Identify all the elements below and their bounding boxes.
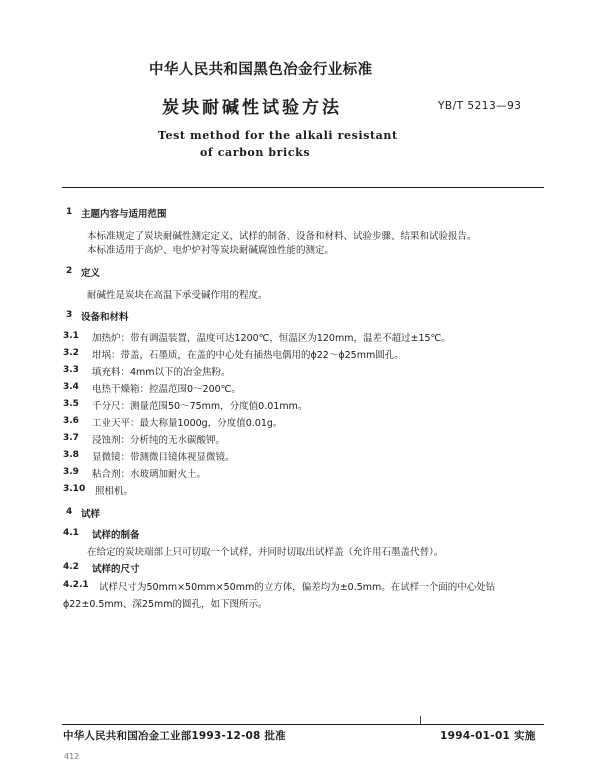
section-3-title: 设备和材料 bbox=[81, 312, 129, 323]
item-text: 浸蚀剂：分析纯的无水碳酸钾。 bbox=[92, 435, 226, 446]
section-4-number: 4 bbox=[66, 507, 73, 517]
section-1-paragraph-2: 本标准适用于高炉、电炉炉衬等炭块耐碱腐蚀性能的测定。 bbox=[87, 245, 335, 256]
implementation-date: 1994-01-01 实施 bbox=[440, 730, 536, 742]
section-3-number: 3 bbox=[66, 310, 73, 320]
subsection-4-2-1-paragraph-line1: 试样尺寸为50mm×50mm×50mm的立方体，偏差均为±0.5mm。在试样一个面的中心处钻 bbox=[99, 582, 496, 593]
item-text: 电热干燥箱：控温范围0～200℃。 bbox=[92, 384, 241, 395]
item-text: 千分尺：测量范围50～75mm，分度值0.01mm。 bbox=[92, 401, 308, 412]
item-text: 照相机。 bbox=[95, 486, 134, 497]
document-title-cn: 炭块耐碱性试验方法 bbox=[162, 98, 342, 118]
item-text: 工业天平：最大称量1000g，分度值0.01g。 bbox=[92, 418, 283, 429]
item-text: 坩埚：带盖，石墨质，在盖的中心处有插热电偶用的ϕ22～ϕ25mm圆孔。 bbox=[92, 350, 404, 361]
subsection-4-2-title: 试样的尺寸 bbox=[92, 564, 140, 575]
item-text: 填充料：4mm以下的冶金焦粉。 bbox=[92, 367, 231, 378]
item-text: 显微镜：带测微目镜体视显微镜。 bbox=[92, 452, 235, 463]
subsection-4-2-1-number: 4.2.1 bbox=[63, 580, 89, 590]
section-2-title: 定义 bbox=[81, 268, 101, 279]
item-number: 3.8 bbox=[63, 450, 79, 460]
industry-standard-header: 中华人民共和国黑色冶金行业标准 bbox=[149, 62, 373, 78]
header-divider bbox=[62, 187, 544, 188]
item-text: 加热炉：带有调温装置，温度可达1200℃，恒温区为120mm，温差不超过±15℃。 bbox=[92, 333, 451, 344]
section-1-title: 主题内容与适用范围 bbox=[81, 209, 167, 220]
document-title-en-line1: Test method for the alkali resistant bbox=[158, 129, 398, 142]
item-text: 粘合剂：水玻璃加耐火土。 bbox=[92, 469, 207, 480]
page-number: 412 bbox=[64, 752, 80, 761]
section-2-number: 2 bbox=[66, 266, 73, 276]
standard-code: YB/T 5213—93 bbox=[438, 100, 522, 112]
section-4-title: 试样 bbox=[81, 509, 101, 520]
item-number: 3.2 bbox=[63, 348, 79, 358]
section-1-paragraph-1: 本标准规定了炭块耐碱性测定定义、试样的制备、设备和材料、试验步骤、结果和试验报告。 bbox=[87, 231, 477, 242]
footer-tick-mark bbox=[420, 716, 421, 724]
item-number: 3.10 bbox=[63, 484, 86, 494]
subsection-4-2-number: 4.2 bbox=[63, 562, 79, 572]
document-title-en-line2: of carbon bricks bbox=[200, 146, 311, 159]
section-1-number: 1 bbox=[66, 207, 73, 217]
item-number: 3.4 bbox=[63, 382, 79, 392]
item-number: 3.5 bbox=[63, 399, 79, 409]
item-number: 3.1 bbox=[63, 331, 79, 341]
footer-divider bbox=[62, 724, 544, 725]
subsection-4-1-paragraph: 在给定的炭块端部上只可切取一个试样，并同时切取出试样盖（允许用石墨盖代替）。 bbox=[87, 547, 444, 558]
item-number: 3.3 bbox=[63, 365, 79, 375]
approval-date: 中华人民共和国冶金工业部1993-12-08 批准 bbox=[63, 730, 286, 742]
subsection-4-1-number: 4.1 bbox=[63, 528, 79, 538]
item-number: 3.9 bbox=[63, 467, 79, 477]
subsection-4-2-1-paragraph-line2: ϕ22±0.5mm、深25mm的圆孔，如下图所示。 bbox=[63, 599, 268, 610]
item-number: 3.7 bbox=[63, 433, 79, 443]
subsection-4-1-title: 试样的制备 bbox=[92, 530, 140, 541]
item-number: 3.6 bbox=[63, 416, 79, 426]
section-2-paragraph: 耐碱性是炭块在高温下承受碱作用的程度。 bbox=[87, 290, 268, 301]
